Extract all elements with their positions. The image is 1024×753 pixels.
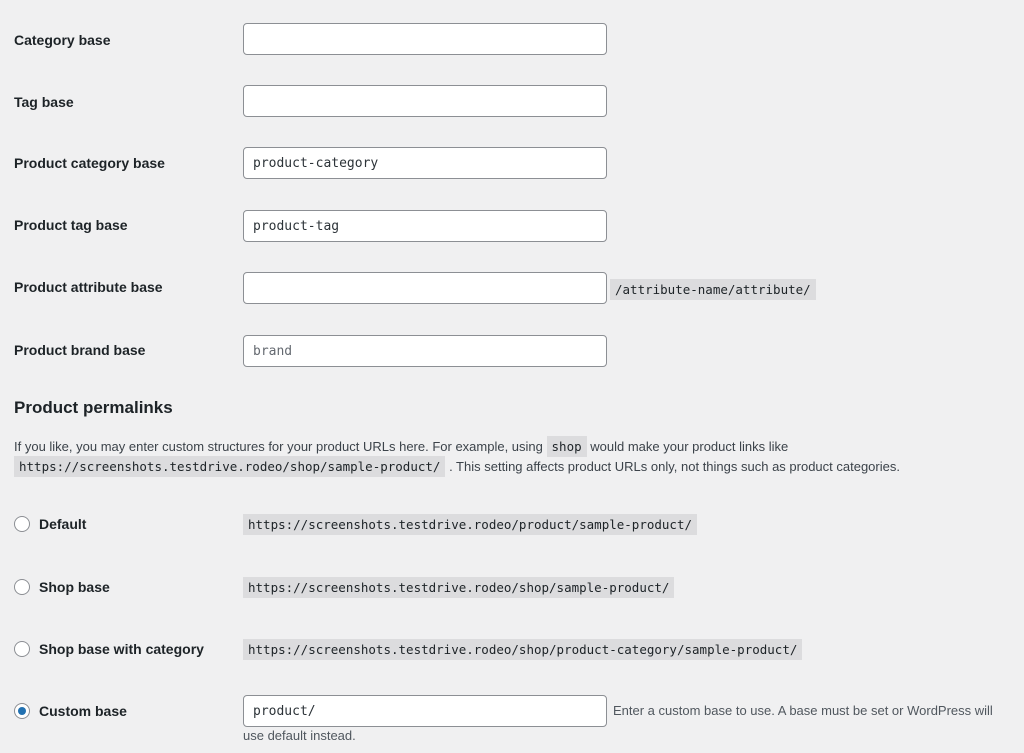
product-category-base-label: Product category base [14, 155, 165, 171]
custom-base-hint: Enter a custom base to use. A base must be set or WordPress will [613, 703, 993, 718]
radio-shop-base-label[interactable]: Shop base [39, 579, 110, 595]
tag-base-label: Tag base [14, 94, 74, 110]
attribute-base-suffix: /attribute-name/attribute/ [610, 279, 816, 300]
permalinks-description [14, 437, 1014, 477]
product-attribute-base-input[interactable] [243, 272, 607, 304]
desc-text: If you like, you may enter custom structures for your product URLs here. For example, using [14, 439, 543, 454]
tag-base-input[interactable] [243, 85, 607, 117]
product-tag-base-label: Product tag base [14, 217, 128, 233]
product-tag-base-input[interactable] [243, 210, 607, 242]
product-permalinks-heading: Product permalinks [14, 398, 173, 417]
desc-text: would make your product links like [590, 439, 789, 454]
radio-shop-base-category[interactable] [14, 641, 30, 657]
radio-default[interactable] [14, 516, 30, 532]
product-brand-base-input[interactable] [243, 335, 607, 367]
shop-base-url: https://screenshots.testdrive.rodeo/shop/sample-product/ [243, 577, 674, 598]
custom-base-hint-cont: use default instead. [243, 728, 356, 743]
radio-shop-base[interactable] [14, 579, 30, 595]
product-attribute-base-label: Product attribute base [14, 279, 163, 295]
category-base-input[interactable] [243, 23, 607, 55]
default-url: https://screenshots.testdrive.rodeo/product/sample-product/ [243, 514, 697, 535]
product-category-base-input[interactable] [243, 147, 607, 179]
product-brand-base-label: Product brand base [14, 342, 146, 358]
desc-code-url: https://screenshots.testdrive.rodeo/shop/sample-product/ [14, 456, 445, 477]
category-base-label: Category base [14, 32, 111, 48]
desc-code-shop: shop [547, 436, 587, 457]
radio-custom-base[interactable] [14, 703, 30, 719]
radio-default-label[interactable]: Default [39, 516, 87, 532]
radio-shop-base-category-label[interactable]: Shop base with category [39, 641, 204, 657]
radio-custom-base-label[interactable]: Custom base [39, 703, 127, 719]
desc-text: . This setting affects product URLs only, not things such as product categories. [449, 459, 900, 474]
custom-base-input[interactable] [243, 695, 607, 727]
shop-base-category-url: https://screenshots.testdrive.rodeo/shop/product-category/sample-product/ [243, 639, 802, 660]
